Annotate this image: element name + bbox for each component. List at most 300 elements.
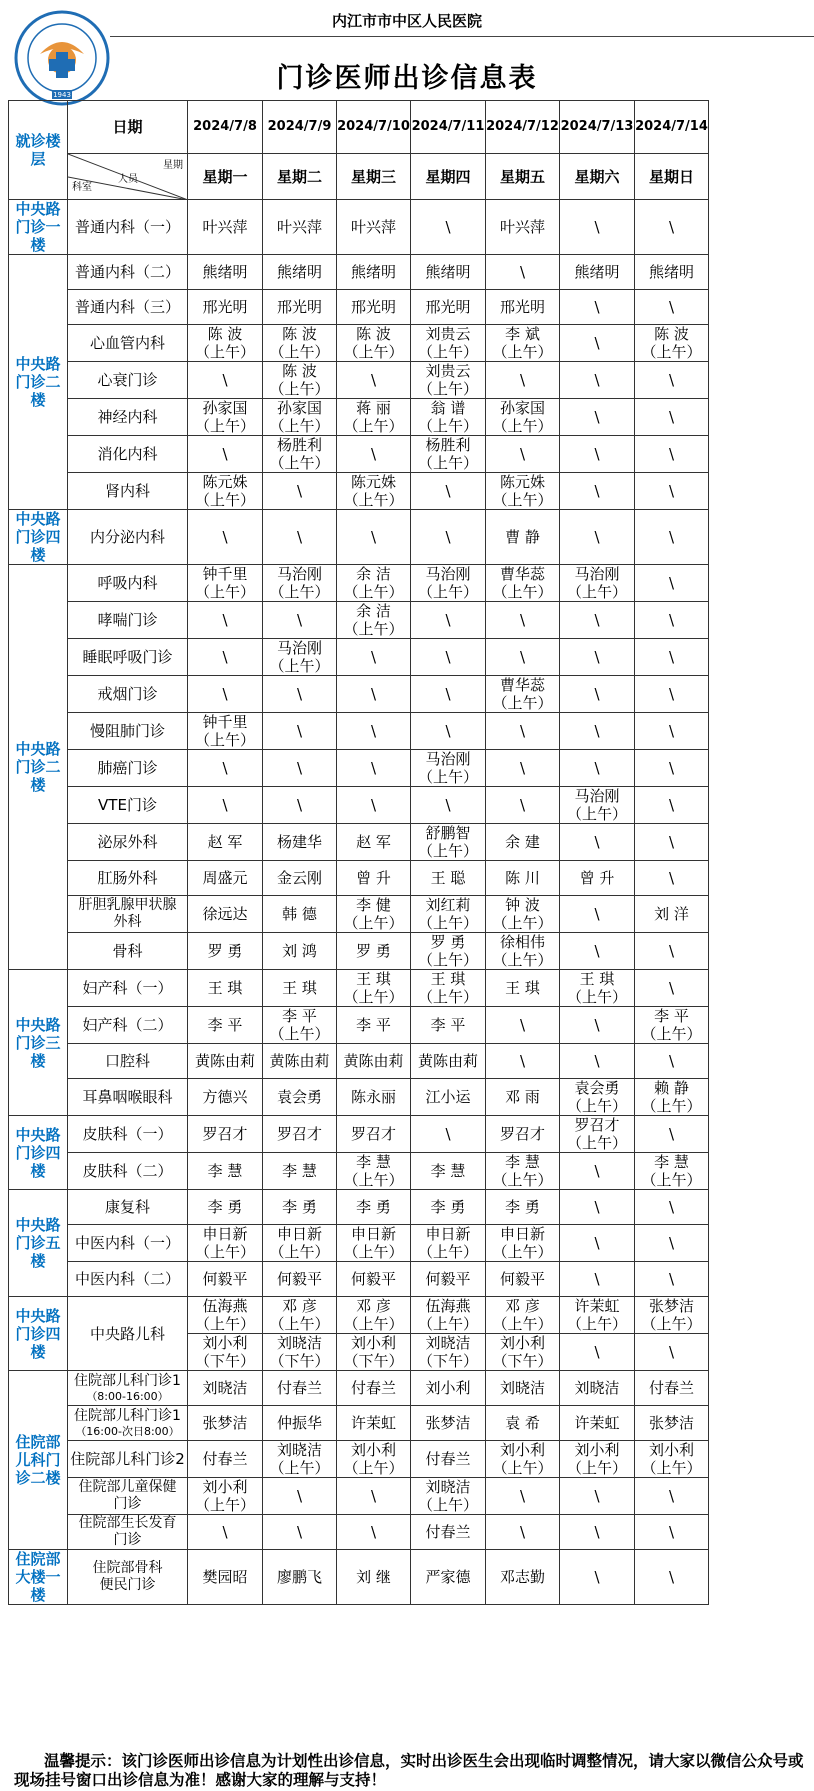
doctor-name: 罗 勇 （上午） xyxy=(417,933,478,969)
doctor-name: 邢光明 xyxy=(202,298,248,316)
doctor-cell xyxy=(635,787,709,824)
diagonal-dept-label: 科室 xyxy=(72,182,92,193)
doctor-name: \ xyxy=(594,482,600,500)
doctor-name: 王 琪 xyxy=(282,979,317,997)
doctor-name: 熊绪明 xyxy=(202,263,248,281)
doctor-cell xyxy=(188,473,263,510)
table-row xyxy=(9,861,709,896)
department-cell xyxy=(68,436,188,473)
doctor-cell xyxy=(188,602,263,639)
doctor-name: 熊绪明 xyxy=(425,263,471,281)
doctor-name: 黄陈由莉 xyxy=(417,1052,478,1070)
doctor-cell xyxy=(263,565,337,602)
doctor-name: 钟千里 （上午） xyxy=(194,565,255,601)
doctor-name: 王 琪 （上午） xyxy=(566,970,627,1006)
doctor-cell xyxy=(411,1007,486,1044)
header-row-dates xyxy=(9,101,709,154)
doctor-cell xyxy=(560,436,635,473)
doctor-name: 王 琪 xyxy=(207,979,243,997)
doctor-cell xyxy=(486,1007,560,1044)
department-cell xyxy=(68,1262,188,1297)
doctor-name: 马治刚 （上午） xyxy=(269,639,330,675)
doctor-cell xyxy=(560,1116,635,1153)
doctor-name: 罗召才 xyxy=(276,1125,322,1143)
doctor-cell xyxy=(411,861,486,896)
doctor-cell xyxy=(486,713,560,750)
doctor-cell xyxy=(337,824,411,861)
doctor-cell xyxy=(188,200,263,255)
department-name: 住院部生长发育 门诊 xyxy=(78,1515,177,1548)
doctor-cell xyxy=(188,565,263,602)
doctor-cell xyxy=(635,1153,709,1190)
floor-cell: 中央路门诊三楼 xyxy=(9,970,68,1116)
floor-cell: 中央路门诊四楼 xyxy=(9,1116,68,1190)
department-name: 肾内科 xyxy=(104,482,150,500)
date-header: 2024/7/14 xyxy=(635,101,709,154)
doctor-name: 张梦洁 （上午） xyxy=(641,1297,702,1333)
doctor-cell xyxy=(486,1371,560,1406)
department-name: 神经内科 xyxy=(97,408,158,426)
department-cell xyxy=(68,1225,188,1262)
doctor-cell xyxy=(560,787,635,824)
doctor-name: \ xyxy=(668,796,675,814)
doctor-name: 熊绪明 xyxy=(648,263,694,281)
doctor-name: \ xyxy=(668,408,675,426)
table-row xyxy=(9,362,709,399)
doctor-name: 刘贵云 （上午） xyxy=(417,362,478,398)
department-cell xyxy=(68,750,188,787)
table-row xyxy=(9,325,709,362)
doctor-name: \ xyxy=(668,979,675,997)
department-name: 普通内科（三） xyxy=(74,298,180,316)
doctor-cell xyxy=(337,1079,411,1116)
doctor-name: 刘晓洁 xyxy=(499,1379,545,1397)
floor-header: 就诊楼层 xyxy=(9,101,68,200)
doctor-cell xyxy=(337,861,411,896)
doctor-cell xyxy=(337,676,411,713)
doctor-cell xyxy=(486,399,560,436)
doctor-name: 刘小利 （上午） xyxy=(566,1441,627,1477)
doctor-cell xyxy=(188,750,263,787)
doctor-name: \ xyxy=(296,1523,303,1541)
doctor-cell xyxy=(188,639,263,676)
doctor-name: \ xyxy=(296,796,303,814)
doctor-name: 曹华蕊 （上午） xyxy=(492,565,553,601)
doctor-name: 陈元姝 （上午） xyxy=(194,473,255,509)
doctor-name: 何毅平 xyxy=(276,1270,322,1288)
doctor-cell xyxy=(486,861,560,896)
doctor-cell xyxy=(411,1441,486,1478)
doctor-name: \ xyxy=(445,722,451,740)
doctor-cell xyxy=(486,639,560,676)
doctor-cell xyxy=(635,290,709,325)
doctor-name: \ xyxy=(594,833,600,851)
doctor-cell xyxy=(560,713,635,750)
doctor-cell xyxy=(486,1262,560,1297)
doctor-cell xyxy=(486,200,560,255)
doctor-name: \ xyxy=(370,722,377,740)
doctor-cell xyxy=(188,1297,263,1334)
doctor-cell xyxy=(188,1190,263,1225)
doctor-cell xyxy=(337,200,411,255)
department-cell xyxy=(68,1515,188,1550)
doctor-cell xyxy=(486,970,560,1007)
table-row xyxy=(9,1116,709,1153)
floor-cell: 中央路门诊二楼 xyxy=(9,255,68,510)
doctor-name: 王 琪 （上午） xyxy=(343,970,404,1006)
doctor-name: \ xyxy=(668,648,675,666)
doctor-name: \ xyxy=(222,528,228,546)
doctor-name: 刘晓洁 （下午） xyxy=(269,1334,330,1370)
doctor-cell xyxy=(560,750,635,787)
doctor-cell xyxy=(188,861,263,896)
doctor-name: \ xyxy=(445,796,451,814)
doctor-name: 王 琪 （上午） xyxy=(417,970,478,1006)
doctor-name: \ xyxy=(222,685,228,703)
doctor-name: \ xyxy=(370,371,377,389)
doctor-cell xyxy=(635,1190,709,1225)
department-hours: （16:00-次日8:00） xyxy=(75,1425,180,1438)
doctor-cell xyxy=(263,1406,337,1441)
doctor-name: 蒋 丽 （上午） xyxy=(343,399,404,435)
doctor-cell xyxy=(188,510,263,565)
doctor-name: \ xyxy=(370,528,377,546)
floor-cell: 中央路门诊二楼 xyxy=(9,565,68,970)
doctor-name: \ xyxy=(445,648,451,666)
doctor-cell xyxy=(560,1478,635,1515)
doctor-name: \ xyxy=(594,371,600,389)
doctor-cell xyxy=(411,200,486,255)
table-row xyxy=(9,1262,709,1297)
doctor-name: 付春兰 xyxy=(648,1379,694,1397)
doctor-cell xyxy=(411,713,486,750)
doctor-name: \ xyxy=(519,1523,526,1541)
doctor-name: \ xyxy=(668,1270,675,1288)
doctor-cell xyxy=(560,510,635,565)
table-row xyxy=(9,255,709,290)
doctor-cell xyxy=(486,824,560,861)
doctor-cell xyxy=(635,1441,709,1478)
department-name: 住院部儿科门诊1 xyxy=(74,1408,181,1424)
doctor-cell xyxy=(411,399,486,436)
doctor-name: 伍海燕 （上午） xyxy=(417,1297,478,1333)
doctor-name: 刘小利 （上午） xyxy=(194,1478,255,1514)
doctor-name: \ xyxy=(222,1523,228,1541)
doctor-name: 李 平 （上午） xyxy=(269,1007,330,1043)
doctor-cell xyxy=(635,639,709,676)
doctor-cell xyxy=(560,1441,635,1478)
doctor-name: \ xyxy=(594,1052,600,1070)
doctor-cell xyxy=(263,861,337,896)
department-name: VTE门诊 xyxy=(98,796,157,814)
doctor-name: 李 平 xyxy=(356,1016,391,1034)
doctor-cell xyxy=(263,325,337,362)
doctor-name: \ xyxy=(222,648,228,666)
doctor-name: 余 建 xyxy=(505,833,540,851)
doctor-name: 陈永丽 xyxy=(350,1088,396,1106)
department-name: 戒烟门诊 xyxy=(97,685,158,703)
doctor-cell xyxy=(411,1225,486,1262)
doctor-cell xyxy=(188,970,263,1007)
doctor-cell xyxy=(635,676,709,713)
table-row xyxy=(9,565,709,602)
doctor-name: 熊绪明 xyxy=(276,263,322,281)
doctor-name: 许茉虹 （上午） xyxy=(566,1297,627,1333)
department-name: 中医内科（二） xyxy=(74,1270,180,1288)
hospital-name: 内江市市中区人民医院 xyxy=(331,12,482,30)
doctor-name: \ xyxy=(594,611,600,629)
doctor-cell xyxy=(560,861,635,896)
doctor-name: 许茉虹 xyxy=(350,1414,396,1432)
doctor-name: 李 慧 xyxy=(207,1162,243,1180)
doctor-cell xyxy=(263,639,337,676)
doctor-cell xyxy=(411,602,486,639)
doctor-cell xyxy=(188,1007,263,1044)
department-cell xyxy=(68,970,188,1007)
doctor-cell xyxy=(486,362,560,399)
doctor-cell xyxy=(560,933,635,970)
doctor-cell xyxy=(635,1262,709,1297)
doctor-name: \ xyxy=(594,942,600,960)
doctor-cell xyxy=(560,824,635,861)
doctor-name: 刘小利 （上午） xyxy=(641,1441,702,1477)
doctor-name: 陈元姝 （上午） xyxy=(343,473,404,509)
doctor-cell xyxy=(411,1190,486,1225)
doctor-name: \ xyxy=(594,1198,600,1216)
doctor-name: 张梦洁 xyxy=(425,1414,471,1432)
doctor-cell xyxy=(560,1515,635,1550)
table-row xyxy=(9,1225,709,1262)
doctor-cell xyxy=(486,1478,560,1515)
doctor-cell xyxy=(411,896,486,933)
doctor-cell xyxy=(486,750,560,787)
doctor-name: \ xyxy=(668,371,675,389)
doctor-cell xyxy=(263,1478,337,1515)
doctor-name: 周盛元 xyxy=(202,869,248,887)
doctor-name: 邓志勤 xyxy=(499,1568,545,1586)
doctor-name: \ xyxy=(445,611,451,629)
doctor-cell xyxy=(411,639,486,676)
doctor-cell xyxy=(337,436,411,473)
doctor-name: 付春兰 xyxy=(202,1450,248,1468)
doctor-name: 刘小利 （下午） xyxy=(194,1334,255,1370)
doctor-name: 陈 波 （上午） xyxy=(343,325,404,361)
department-name: 住院部儿科门诊2 xyxy=(70,1450,185,1468)
doctor-cell xyxy=(263,676,337,713)
department-name: 康复科 xyxy=(104,1198,150,1216)
department-name: 普通内科（二） xyxy=(74,263,180,281)
doctor-name: 刘晓洁 （上午） xyxy=(269,1441,330,1477)
doctor-cell xyxy=(486,1044,560,1079)
doctor-name: 伍海燕 （上午） xyxy=(194,1297,255,1333)
doctor-name: 叶兴萍 xyxy=(276,218,322,236)
doctor-name: \ xyxy=(594,334,600,352)
doctor-name: 杨胜利 （上午） xyxy=(269,436,330,472)
doctor-name: 刘晓洁 xyxy=(202,1379,248,1397)
doctor-cell xyxy=(188,1515,263,1550)
weekday-header: 星期三 xyxy=(337,154,411,200)
doctor-name: \ xyxy=(594,298,600,316)
doctor-name: \ xyxy=(519,263,526,281)
department-cell xyxy=(68,1153,188,1190)
doctor-cell xyxy=(337,1153,411,1190)
doctor-name: \ xyxy=(296,759,303,777)
table-row xyxy=(9,200,709,255)
table-row xyxy=(9,639,709,676)
doctor-cell xyxy=(560,1406,635,1441)
doctor-name: \ xyxy=(594,1234,600,1252)
doctor-name: 叶兴萍 xyxy=(202,218,248,236)
doctor-cell xyxy=(486,1116,560,1153)
doctor-name: 曾 升 xyxy=(356,869,391,887)
doctor-name: 赵 军 xyxy=(356,833,391,851)
doctor-cell xyxy=(337,1190,411,1225)
doctor-cell xyxy=(635,200,709,255)
doctor-cell xyxy=(560,565,635,602)
doctor-cell xyxy=(263,750,337,787)
doctor-cell xyxy=(188,713,263,750)
department-name: 皮肤科（一） xyxy=(82,1125,173,1143)
doctor-cell xyxy=(263,1007,337,1044)
doctor-cell xyxy=(263,200,337,255)
doctor-name: 陈 波 （上午） xyxy=(269,325,330,361)
doctor-name: 余 洁 （上午） xyxy=(343,602,404,638)
doctor-cell xyxy=(337,565,411,602)
doctor-cell xyxy=(486,255,560,290)
department-cell xyxy=(68,473,188,510)
doctor-name: 李 慧 xyxy=(282,1162,317,1180)
doctor-name: \ xyxy=(222,759,228,777)
doctor-name: 邢光明 xyxy=(425,298,471,316)
department-cell xyxy=(68,255,188,290)
diagonal-header-cell xyxy=(68,154,188,200)
department-cell xyxy=(68,1079,188,1116)
doctor-name: 申日新 （上午） xyxy=(417,1225,478,1261)
doctor-cell xyxy=(560,325,635,362)
doctor-name: \ xyxy=(445,528,451,546)
doctor-cell xyxy=(263,1262,337,1297)
department-name: 普通内科（一） xyxy=(74,218,180,236)
doctor-name: \ xyxy=(370,1487,377,1505)
department-name: 住院部儿科门诊1 xyxy=(74,1373,181,1389)
doctor-cell xyxy=(635,750,709,787)
doctor-cell xyxy=(635,1406,709,1441)
doctor-name: 舒鹏智 （上午） xyxy=(417,824,478,860)
doctor-cell xyxy=(188,1225,263,1262)
doctor-cell xyxy=(337,896,411,933)
doctor-cell xyxy=(635,713,709,750)
doctor-cell xyxy=(263,1225,337,1262)
doctor-cell xyxy=(635,861,709,896)
doctor-name: 李 勇 xyxy=(505,1198,540,1216)
department-cell xyxy=(68,1550,188,1605)
doctor-cell xyxy=(560,1262,635,1297)
doctor-name: 赖 静 （上午） xyxy=(641,1079,702,1115)
doctor-cell xyxy=(560,1225,635,1262)
doctor-cell xyxy=(188,1044,263,1079)
doctor-name: 刘 鸿 xyxy=(282,942,317,960)
doctor-name: \ xyxy=(594,408,600,426)
doctor-cell xyxy=(411,290,486,325)
doctor-name: 黄陈由莉 xyxy=(194,1052,255,1070)
doctor-name: 袁会勇 （上午） xyxy=(566,1079,627,1115)
doctor-name: \ xyxy=(594,1343,600,1361)
doctor-cell xyxy=(188,1116,263,1153)
doctor-cell xyxy=(635,565,709,602)
doctor-name: 孙家国 （上午） xyxy=(492,399,553,435)
department-cell xyxy=(68,1007,188,1044)
table-row xyxy=(9,473,709,510)
doctor-cell xyxy=(337,1116,411,1153)
doctor-name: 翁 谱 （上午） xyxy=(417,399,478,435)
doctor-name: 申日新 （上午） xyxy=(194,1225,255,1261)
doctor-name: 樊园昭 xyxy=(202,1568,248,1586)
doctor-name: 徐远达 xyxy=(202,905,248,923)
table-row xyxy=(9,290,709,325)
doctor-cell xyxy=(188,325,263,362)
doctor-name: 金云刚 xyxy=(276,869,322,887)
doctor-cell xyxy=(411,1079,486,1116)
department-hours: （8:00-16:00） xyxy=(86,1390,169,1403)
doctor-name: 李 斌 （上午） xyxy=(492,325,553,361)
doctor-name: \ xyxy=(370,648,377,666)
doctor-cell xyxy=(337,510,411,565)
doctor-name: 陈 波 （上午） xyxy=(269,362,330,398)
table-row xyxy=(9,970,709,1007)
department-cell xyxy=(68,1478,188,1515)
doctor-cell xyxy=(263,970,337,1007)
doctor-cell xyxy=(635,1515,709,1550)
header-divider xyxy=(110,36,814,37)
department-name: 住院部骨科 便民门诊 xyxy=(92,1560,163,1593)
doctor-cell xyxy=(337,1044,411,1079)
doctor-name: 黄陈由莉 xyxy=(269,1052,330,1070)
doctor-name: \ xyxy=(668,445,675,463)
doctor-cell xyxy=(486,473,560,510)
doctor-cell xyxy=(486,510,560,565)
doctor-name: \ xyxy=(594,1016,600,1034)
doctor-cell xyxy=(411,1262,486,1297)
doctor-cell xyxy=(486,1153,560,1190)
weekday-header: 星期六 xyxy=(560,154,635,200)
doctor-cell xyxy=(411,824,486,861)
department-name: 耳鼻咽喉眼科 xyxy=(82,1088,173,1106)
doctor-name: 曹 静 xyxy=(505,528,540,546)
doctor-name: 邢光明 xyxy=(276,298,322,316)
doctor-cell xyxy=(337,713,411,750)
date-header: 2024/7/10 xyxy=(337,101,411,154)
table-row xyxy=(9,1478,709,1515)
doctor-cell xyxy=(263,602,337,639)
doctor-name: 罗召才 xyxy=(202,1125,248,1143)
department-name: 哮喘门诊 xyxy=(97,611,158,629)
doctor-cell xyxy=(560,1371,635,1406)
doctor-name: 刘贵云 （上午） xyxy=(417,325,478,361)
doctor-name: \ xyxy=(445,482,451,500)
doctor-cell xyxy=(337,787,411,824)
doctor-cell xyxy=(337,1406,411,1441)
doctor-name: \ xyxy=(668,574,675,592)
doctor-cell xyxy=(486,1441,560,1478)
doctor-cell xyxy=(411,1478,486,1515)
doctor-name: 邢光明 xyxy=(350,298,396,316)
doctor-name: 马治刚 （上午） xyxy=(417,565,478,601)
doctor-cell xyxy=(263,290,337,325)
doctor-name: 罗召才 （上午） xyxy=(566,1116,627,1152)
doctor-cell xyxy=(411,565,486,602)
table-row xyxy=(9,1190,709,1225)
doctor-name: 刘红莉 （上午） xyxy=(417,896,478,932)
